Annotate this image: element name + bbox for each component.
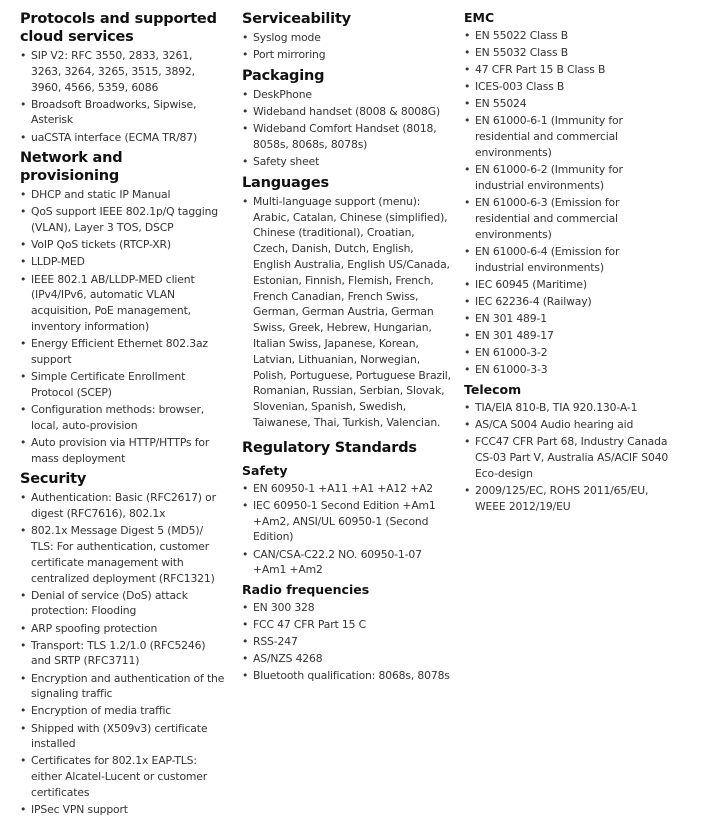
bullet-list [242, 600, 452, 684]
list-item: • Energy Efficient Ethernet 802.3az support [20, 336, 225, 368]
list-item: • LLDP-MED [20, 254, 225, 270]
section-serviceability [242, 10, 452, 63]
bullet-list [20, 187, 225, 466]
list-item: • FCC47 CFR Part 68, Industry Canada CS-03 Part V, Australia AS/ACIF S040 Eco-design [464, 434, 669, 481]
section-title: Serviceability [242, 11, 351, 27]
column-right [464, 10, 669, 518]
list-item: • Safety sheet [242, 154, 452, 170]
section-telecom [464, 382, 669, 514]
list-item: • 47 CFR Part 15 B Class B [464, 62, 669, 78]
subsection-title: Safety [242, 462, 288, 478]
list-item: • Simple Certificate Enrollment Protocol (SCEP) [20, 369, 225, 401]
list-item: • EN 60950-1 +A11 +A1 +A12 +A2 [242, 481, 452, 497]
list-item: • 2009/125/EC, ROHS 2011/65/EU, WEEE 2012/19/EU [464, 483, 669, 515]
bullet-list [242, 194, 452, 431]
section-languages [242, 174, 452, 431]
bullet-list [464, 400, 669, 514]
subsection-title: EMC [464, 10, 495, 25]
list-item: • Auto provision via HTTP/HTTPs for mass deployment [20, 435, 225, 467]
list-item: • Certificates for 802.1x EAP-TLS: either Alcatel-Lucent or customer certificates [20, 753, 225, 800]
section-security [20, 470, 225, 818]
list-item: • EN 61000-3-2 [464, 345, 669, 361]
list-item: • QoS support IEEE 802.1p/Q tagging (VLAN), Layer 3 TOS, DSCP [20, 204, 225, 236]
list-item: • SIP V2: RFC 3550, 2833, 3261, 3263, 3264, 3265, 3515, 3892, 3960, 4566, 5359, 6086 [20, 48, 225, 95]
list-item: • DeskPhone [242, 87, 452, 103]
list-item: • Denial of service (DoS) attack protection: Flooding [20, 588, 225, 620]
list-item: • EN 55024 [464, 96, 669, 112]
section-radio [242, 582, 452, 684]
list-item: • AS/NZS 4268 [242, 651, 452, 667]
bullet-list [242, 30, 452, 63]
list-item: • CAN/CSA-C22.2 NO. 60950-1-07 +Am1 +Am2 [242, 547, 452, 579]
section-title: Regulatory Standards [242, 439, 417, 456]
section-title: Protocols and supported cloud services [20, 11, 217, 45]
section-title: Network and provisioning [20, 150, 123, 185]
list-item: • EN 61000-6-1 (Immunity for residential and commercial environments) [464, 113, 669, 160]
list-item: • Wideband handset (8008 & 8008G) [242, 104, 452, 120]
list-item: • DHCP and static IP Manual [20, 187, 225, 203]
bullet-list [20, 490, 225, 818]
list-item: • IEC 62236-4 (Railway) [464, 294, 669, 310]
list-item: • Bluetooth qualification: 8068s, 8078s [242, 668, 452, 684]
list-item: • EN 300 328 [242, 600, 452, 616]
list-item: • uaCSTA interface (ECMA TR/87) [20, 130, 225, 146]
list-item: • Transport: TLS 1.2/1.0 (RFC5246) and SRTP (RFC3711) [20, 638, 225, 670]
subsection-title: Telecom [464, 381, 522, 397]
list-item: • EN 301 489-1 [464, 311, 669, 327]
list-item: • Configuration methods: browser, local, auto-provision [20, 402, 225, 434]
list-item: • Authentication: Basic (RFC2617) or digest (RFC7616), 802.1x [20, 490, 225, 522]
list-item: • TIA/EIA 810-B, TIA 920.130-A-1 [464, 400, 669, 416]
subsection-title: Radio frequencies [242, 582, 370, 598]
list-item: • EN 61000-6-2 (Immunity for industrial environments) [464, 162, 669, 194]
list-item: • IEC 60950-1 Second Edition +Am1 +Am2, ANSI/UL 60950-1 (Second Edition) [242, 498, 452, 545]
list-item: • AS/CA S004 Audio hearing aid [464, 417, 669, 433]
section-network [20, 149, 225, 466]
bullet-list [464, 28, 669, 378]
list-item: • Syslog mode [242, 30, 452, 46]
bullet-list [242, 481, 452, 578]
section-regulatory [242, 439, 452, 457]
column-left [20, 10, 225, 822]
list-item: • 802.1x Message Digest 5 (MD5)/ TLS: For authentication, customer certificate management with centralized deployment (RFC1321) [20, 523, 225, 586]
list-item: • RSS-247 [242, 634, 452, 650]
list-item: • IPSec VPN support [20, 802, 225, 818]
list-item: • Port mirroring [242, 47, 452, 63]
bullet-list [20, 48, 225, 145]
bullet-list [242, 87, 452, 170]
column-middle [242, 10, 452, 688]
section-title: Languages [242, 174, 329, 191]
list-item: • Broadsoft Broadworks, Sipwise, Asterisk [20, 97, 225, 129]
section-packaging [242, 67, 452, 170]
section-title: Packaging [242, 67, 325, 84]
list-item: • Multi-language support (menu): Arabic, Catalan, Chinese (simplified), Chinese (traditional), Croatian, Czech, Danish, Dutch, English, English Australia, English US/Canada, Estonian, Finnish, Flemish, French, French Canadian, French Swiss, German, German Austria, German Swiss, Greek, Hebrew, Hungarian, Italian Swiss, Japanese, Korean, Latvian, Lithuanian, Norwegian, Polish, Portuguese, Portuguese Brazil, Romanian, Russian, Serbian, Slovak, Slovenian, Spanish, Swedish, Taiwanese, Thai, Turkish, Valencian. [242, 194, 452, 431]
list-item: • VoIP QoS tickets (RTCP-XR) [20, 237, 225, 253]
list-item: • EN 61000-6-4 (Emission for industrial environments) [464, 244, 669, 276]
list-item: • EN 55022 Class B [464, 28, 669, 44]
list-item: • ARP spoofing protection [20, 621, 225, 637]
list-item: • Encryption of media traffic [20, 703, 225, 719]
list-item: • FCC 47 CFR Part 15 C [242, 617, 452, 633]
list-item: • Encryption and authentication of the signaling traffic [20, 671, 225, 703]
section-safety [242, 463, 452, 578]
list-item: • EN 61000-6-3 (Emission for residential and commercial environments) [464, 195, 669, 242]
list-item: • EN 61000-3-3 [464, 362, 669, 378]
list-item: • ICES-003 Class B [464, 79, 669, 95]
section-emc [464, 10, 669, 378]
section-title: Security [20, 471, 87, 488]
section-protocols [20, 10, 225, 145]
list-item: • Shipped with (X509v3) certificate installed [20, 721, 225, 753]
list-item: • Wideband Comfort Handset (8018, 8058s, 8068s, 8078s) [242, 121, 452, 153]
list-item: • EN 301 489-17 [464, 328, 669, 344]
list-item: • EN 55032 Class B [464, 45, 669, 61]
list-item: • IEEE 802.1 AB/LLDP-MED client (IPv4/IPv6, automatic VLAN acquisition, PoE management, inventory information) [20, 272, 225, 335]
list-item: • IEC 60945 (Maritime) [464, 277, 669, 293]
